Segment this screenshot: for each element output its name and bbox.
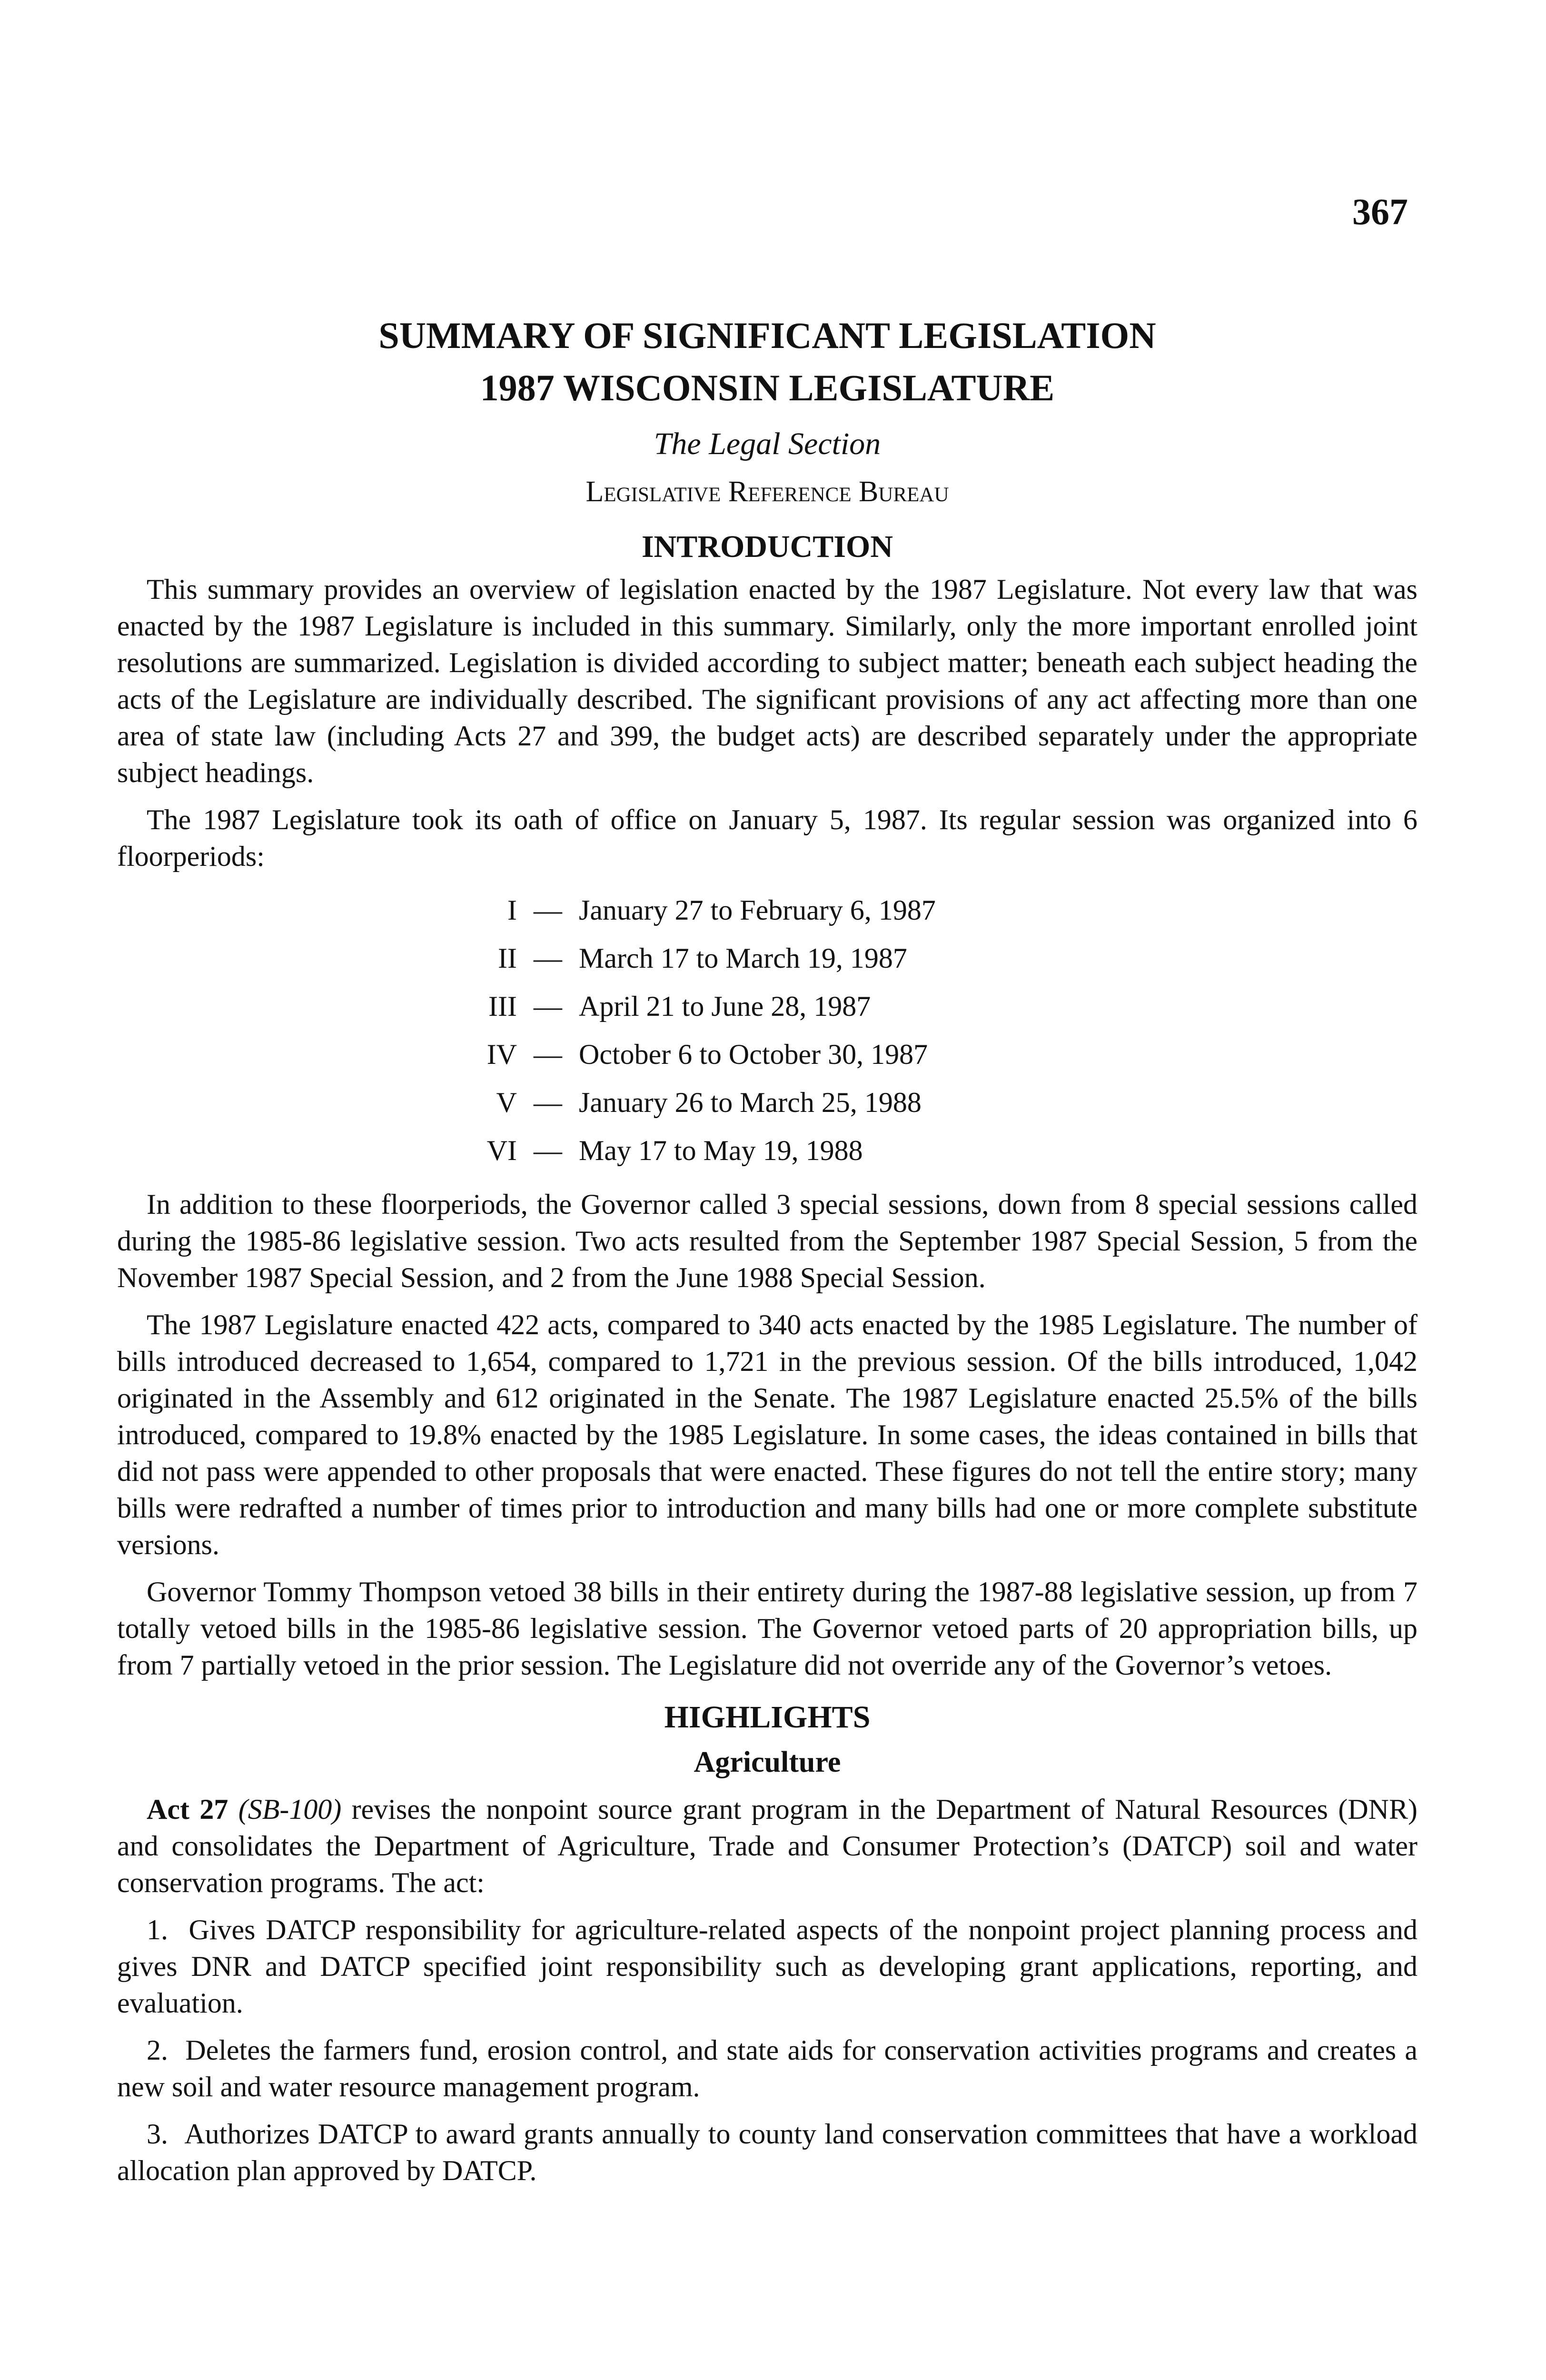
floorperiod-number: VI — [486, 1135, 517, 1166]
floorperiod-number: I — [507, 894, 517, 926]
provision-text: Authorizes DATCP to award grants annually to county land conservation committees that have a workload allocation plan approved by DATCP. — [117, 2118, 1418, 2186]
floorperiod-dash: — — [534, 942, 562, 974]
act-provision-item — [117, 2032, 1417, 2105]
floorperiod-row — [117, 886, 1417, 934]
intro-paragraph-4: The 1987 Legislature enacted 422 acts, compared to 340 acts enacted by the 1985 Legislature. The number of bills introduced decreased to 1,654, compared to 1,721 in the previous session. Of the bills introduced, 1,042 originated in the Assembly and 612 originated in the Senate. The 1987 Legislature enacted 25.5% of the bills introduced, compared to 19.8% enacted by the 1985 Legislature. In some cases, the ideas contained in bills that did not pass were appended to other proposals that were enacted. These figures do not tell the entire story; many bills were redrafted a number of times prior to introduction and many bills had one or more complete substitute versions. — [117, 1309, 1417, 1560]
title-line-1: SUMMARY OF SIGNIFICANT LEGISLATION — [378, 315, 1156, 356]
highlights-heading: HIGHLIGHTS — [664, 1700, 871, 1735]
document-subtitle: The Legal Section — [654, 426, 881, 461]
floorperiod-dash: — — [534, 1087, 562, 1118]
floorperiod-dates: January 26 to March 25, 1988 — [579, 1087, 922, 1118]
floorperiod-row — [117, 1127, 1417, 1175]
floorperiod-number: V — [496, 1087, 517, 1118]
intro-paragraph-1: This summary provides an overview of legislation enacted by the 1987 Legislature. Not every law that was enacted by the 1987 Legislature is included in this summary. Similarly, only the more important enrolled joint resolutions are summarized. Legislation is divided according to subject matter; beneath each subject heading the acts of the Legislature are individually described. The significant provisions of any act affecting more than one area of state law (including Acts 27 and 399, the budget acts) are described separately under the appropriate subject headings. — [117, 574, 1417, 788]
act-provision-item — [117, 2116, 1417, 2189]
agriculture-heading: Agriculture — [694, 1746, 841, 1778]
introduction-heading: INTRODUCTION — [641, 529, 893, 564]
provision-text: Deletes the farmers fund, erosion control, and state aids for conservation activities programs and creates a new soil and water resource management program. — [117, 2034, 1418, 2102]
floorperiod-dates: March 17 to March 19, 1987 — [579, 942, 907, 974]
floorperiod-number: IV — [486, 1039, 517, 1070]
act-label: Act 27 — [147, 1794, 228, 1825]
floorperiod-dash: — — [534, 991, 562, 1022]
provision-number: 2. — [147, 2034, 168, 2066]
floorperiod-dates: January 27 to February 6, 1987 — [579, 894, 936, 926]
floorperiod-number: II — [498, 942, 517, 974]
bureau-name: Legislative Reference Bureau — [585, 476, 949, 508]
floorperiod-dash: — — [534, 1039, 562, 1070]
floorperiod-row — [117, 1031, 1417, 1079]
title-line-2: 1987 WISCONSIN LEGISLATURE — [480, 367, 1055, 408]
floorperiod-dates: October 6 to October 30, 1987 — [579, 1039, 928, 1070]
floorperiod-row — [117, 1079, 1417, 1127]
intro-paragraph-3: In addition to these floorperiods, the Governor called 3 special sessions, down from 8 special sessions called during the 1985-86 legislative session. Two acts resulted from the September 1987 Special Session, 5 from the November 1987 Special Session, and 2 from the June 1988 Special Session. — [117, 1189, 1417, 1293]
provision-text: Gives DATCP responsibility for agriculture-related aspects of the nonpoint project planning process and gives DNR and DATCP specified joint responsibility such as developing grant applications, reporting, and evaluation. — [117, 1914, 1417, 2019]
floorperiod-dates: April 21 to June 28, 1987 — [579, 991, 871, 1022]
act-provision-item — [117, 1912, 1417, 2022]
act-27-paragraph — [117, 1791, 1417, 1901]
act-bill-number: (SB-100) — [238, 1794, 342, 1825]
document-body — [117, 309, 1417, 2200]
document-title — [117, 309, 1417, 414]
floorperiod-row — [117, 934, 1417, 982]
floorperiod-number: III — [488, 991, 517, 1022]
floorperiod-dash: — — [534, 894, 562, 926]
floorperiod-list — [117, 886, 1417, 1175]
intro-paragraph-5: Governor Tommy Thompson vetoed 38 bills in their entirety during the 1987-88 legislative session, up from 7 totally vetoed bills in the 1985-86 legislative session. The Governor vetoed parts of 20 appropriation bills, up from 7 partially vetoed in the prior session. The Legislature did not override any of the Governor’s vetoes. — [117, 1576, 1417, 1681]
page-number: 367 — [1352, 191, 1408, 232]
floorperiod-dates: May 17 to May 19, 1988 — [579, 1135, 863, 1166]
provision-number: 3. — [147, 2118, 168, 2150]
intro-paragraph-2: The 1987 Legislature took its oath of office on January 5, 1987. Its regular session was organized into 6 floorperiods: — [117, 804, 1417, 872]
floorperiod-dash: — — [534, 1135, 562, 1166]
floorperiod-row — [117, 982, 1417, 1031]
provision-number: 1. — [147, 1914, 168, 1945]
act-description: revises the nonpoint source grant program in the Department of Natural Resources (DNR) and consolidates the Department of Agriculture, Trade and Consumer Protection’s (DATCP) soil and water conservation programs. The act: — [117, 1794, 1417, 1898]
